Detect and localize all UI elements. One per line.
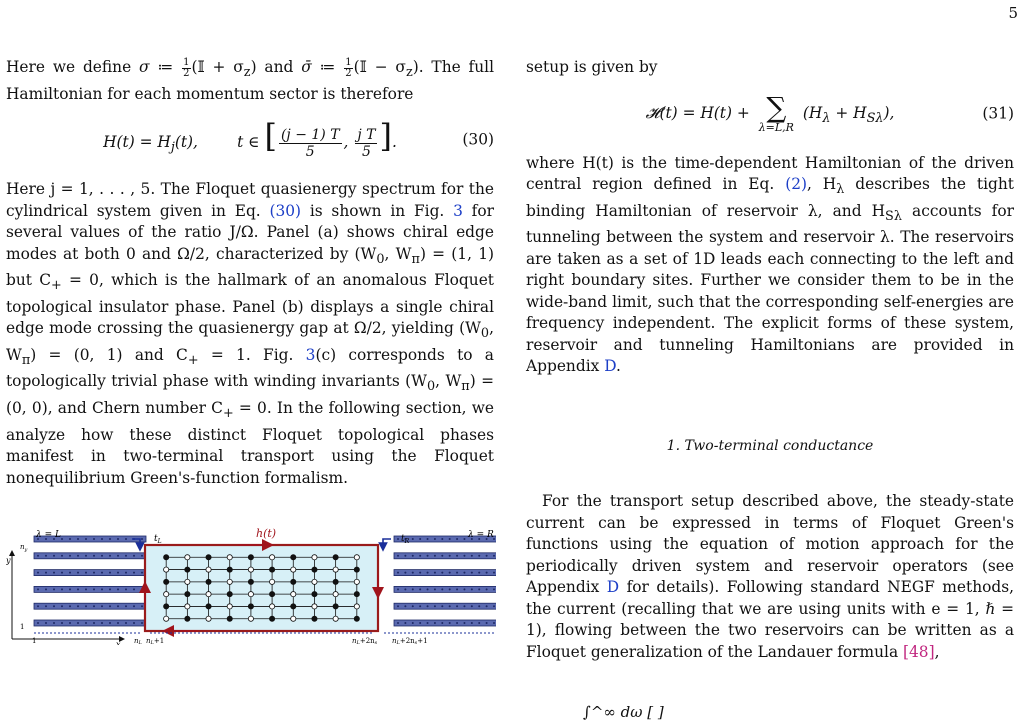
lead-site — [93, 605, 95, 607]
lead-site — [101, 605, 103, 607]
lead-site — [404, 572, 406, 574]
lattice-site — [354, 616, 359, 621]
lattice-site — [291, 567, 296, 572]
lead-site — [117, 605, 119, 607]
lead-site — [125, 572, 127, 574]
paragraph-setup-intro: setup is given by — [526, 58, 658, 76]
lead-site — [53, 572, 55, 574]
lead-site — [109, 622, 111, 624]
lead-site — [419, 622, 421, 624]
label-nL: nL — [134, 637, 142, 645]
lead-site — [419, 605, 421, 607]
lead-site — [493, 572, 495, 574]
ref-fig3[interactable]: 3 — [453, 201, 463, 220]
label-lambda-left: λ = L — [36, 530, 61, 540]
equation-number: (30) — [462, 130, 494, 149]
lead-site — [77, 538, 79, 540]
lead-site — [141, 588, 143, 590]
lattice-site — [227, 579, 232, 584]
lattice-site — [164, 592, 169, 597]
central-region — [145, 545, 378, 631]
lead-site — [117, 622, 119, 624]
lead-site — [434, 555, 436, 557]
lattice-site — [312, 616, 317, 621]
lead-site — [404, 605, 406, 607]
lead-site — [441, 622, 443, 624]
lead-site — [397, 588, 399, 590]
lead-site — [69, 622, 71, 624]
lead-site — [471, 588, 473, 590]
lead-site — [441, 572, 443, 574]
lead-site — [463, 555, 465, 557]
lattice-site — [269, 567, 274, 572]
lead-site — [93, 555, 95, 557]
right-leads — [394, 536, 496, 626]
lattice-site — [354, 579, 359, 584]
lead-site — [486, 622, 488, 624]
lattice-site — [185, 604, 190, 609]
lead-site — [419, 572, 421, 574]
lead-site — [449, 605, 451, 607]
lattice-site — [333, 567, 338, 572]
lead-site — [53, 622, 55, 624]
lead-site — [441, 605, 443, 607]
ref-fig3c[interactable]: 3 — [305, 345, 316, 364]
lattice-site — [227, 604, 232, 609]
lead-site — [61, 605, 63, 607]
lead-site — [427, 588, 429, 590]
lead-site — [109, 555, 111, 557]
lead-site — [471, 605, 473, 607]
lead-site — [412, 555, 414, 557]
page-number: 5 — [1008, 4, 1018, 22]
lead-site — [37, 605, 39, 607]
lattice-site — [185, 555, 190, 560]
lead-site — [117, 572, 119, 574]
label-tL: $t_L$ — [154, 534, 162, 545]
lattice-site — [206, 616, 211, 621]
lead-site — [478, 622, 480, 624]
lead-site — [53, 605, 55, 607]
lead-site — [456, 622, 458, 624]
ref-eq30[interactable]: (30) — [269, 201, 302, 220]
lattice-site — [164, 567, 169, 572]
lead-site — [434, 588, 436, 590]
right-lead — [394, 586, 496, 592]
lead-site — [69, 572, 71, 574]
lead-site — [37, 588, 39, 590]
label-one-x: 1 — [32, 637, 37, 645]
lead-site — [471, 622, 473, 624]
lead-site — [434, 605, 436, 607]
lead-site — [397, 572, 399, 574]
lead-site — [486, 588, 488, 590]
lattice-site — [248, 579, 253, 584]
left-lead — [34, 586, 146, 592]
lead-site — [133, 572, 135, 574]
left-leads — [34, 536, 146, 626]
lattice-site — [269, 616, 274, 621]
lattice-site — [206, 579, 211, 584]
label-ht: h(t) — [256, 527, 277, 540]
lattice-site — [291, 579, 296, 584]
lead-site — [45, 555, 47, 557]
lead-site — [69, 588, 71, 590]
lead-site — [441, 538, 443, 540]
lead-site — [486, 555, 488, 557]
lead-site — [45, 588, 47, 590]
lead-site — [125, 588, 127, 590]
lead-site — [427, 538, 429, 540]
lead-site — [456, 538, 458, 540]
label-tR: $t_R$ — [401, 534, 410, 545]
lead-site — [45, 622, 47, 624]
lattice-site — [312, 579, 317, 584]
paragraph-hamiltonian-description: where H(t) is the time-dependent Hamiltonian of the driven central region defined in Eq. (2), $H_\lambda$ describes the tight binding Hamiltonian of reservoir λ, and $H_{S\lambda}$ accounts for tunneling between the system and reservoir λ. The reservoirs are taken as a set of 1D leads each connecting to the left and right boundary sites. Further we consider them to be in the wide-band limit, such that the corresponding self-energies are frequency independent. The explicit forms of these system, reservoir and tunneling Hamiltonians are provided in Appendix D. — [526, 153, 1014, 376]
lead-site — [427, 622, 429, 624]
lead-site — [45, 572, 47, 574]
lattice-site — [312, 567, 317, 572]
lead-site — [125, 605, 127, 607]
lead-site — [397, 622, 399, 624]
equation-30: $H(t) = H_j(t)$, t ∈ [ $\frac{(j - 1) T}{5}$ , $\frac{\text{j T}}{5}$ ]. (30) — [103, 117, 494, 160]
lead-site — [412, 605, 414, 607]
lattice-site — [333, 616, 338, 621]
lead-site — [77, 622, 79, 624]
lead-site — [449, 538, 451, 540]
lead-site — [125, 555, 127, 557]
lead-site — [37, 555, 39, 557]
lattice-site — [227, 592, 232, 597]
lead-site — [61, 622, 63, 624]
lattice-site — [227, 616, 232, 621]
lead-site — [69, 555, 71, 557]
tunneling-arrow-right — [383, 539, 391, 547]
lead-site — [61, 572, 63, 574]
lead-site — [101, 538, 103, 540]
lead-site — [397, 605, 399, 607]
lead-site — [486, 605, 488, 607]
lattice-site — [312, 604, 317, 609]
lead-site — [61, 555, 63, 557]
lead-site — [141, 538, 143, 540]
lead-site — [85, 588, 87, 590]
left-lead — [34, 553, 146, 559]
lead-site — [45, 605, 47, 607]
lead-site — [117, 538, 119, 540]
lead-site — [427, 572, 429, 574]
lead-site — [93, 588, 95, 590]
right-lead — [394, 620, 496, 626]
lattice-site — [291, 555, 296, 560]
left-lead — [34, 570, 146, 576]
subsection-title: 1. Two-terminal conductance — [666, 437, 874, 454]
lead-site — [404, 622, 406, 624]
lead-site — [141, 572, 143, 574]
lead-site — [125, 622, 127, 624]
label-one-y: 1 — [20, 623, 25, 631]
lead-site — [412, 588, 414, 590]
lead-site — [37, 572, 39, 574]
lead-site — [434, 622, 436, 624]
lead-site — [463, 572, 465, 574]
lattice-site — [185, 592, 190, 597]
lead-site — [404, 588, 406, 590]
lead-site — [117, 588, 119, 590]
equation-31: 𝓗(t) = H(t) + ∑ λ=L,R $(H_\lambda + H_{S\lambda})$, (31) — [645, 90, 1014, 134]
left-lead — [34, 603, 146, 609]
paragraph-floquet-spectrum: Here j = 1, . . . , 5. The Floquet quasienergy spectrum for the cylindrical system given in Eq. (30) is shown in Fig. 3 for several values of the ratio J/Ω. Panel (a) shows chiral edge modes at both 0 and Ω/2, characterized by ($W_0$, $W_\pi) = (1$, 1) but $C_+ = 0$, which is the hallmark of an anomalous Floquet topological insulator phase. Panel (b) displays a single chiral edge mode crossing the quasienergy gap at Ω/2, yielding ($W_0$, $W_\pi) = (0$, 1) and $C_+ = 1$. Fig. 3(c) corresponds to a topologically trivial phase with winding invariants ($W_0$, $W_\pi) = (0$, 0), and Chern number $C_+ = 0$. In the following section, we analyze how these distinct Floquet topological phases manifest in two-terminal transport using the Floquet nonequilibrium Green's-function formalism. — [6, 180, 495, 487]
lead-site — [101, 622, 103, 624]
lead-site — [93, 572, 95, 574]
lead-site — [61, 538, 63, 540]
lead-site — [109, 588, 111, 590]
lead-site — [133, 588, 135, 590]
lattice-diagram — [6, 525, 496, 645]
lead-site — [478, 555, 480, 557]
lattice-site — [354, 592, 359, 597]
lead-site — [101, 555, 103, 557]
lattice-site — [312, 555, 317, 560]
lead-site — [53, 588, 55, 590]
lead-site — [463, 588, 465, 590]
lead-site — [101, 572, 103, 574]
lattice-site — [248, 616, 253, 621]
lattice-site — [248, 604, 253, 609]
lattice-site — [248, 592, 253, 597]
lead-site — [85, 605, 87, 607]
lattice-site — [206, 555, 211, 560]
lattice-site — [269, 579, 274, 584]
lattice-site — [206, 567, 211, 572]
lattice-figure — [6, 525, 496, 645]
lattice-site — [354, 604, 359, 609]
lead-site — [397, 538, 399, 540]
lead-site — [61, 588, 63, 590]
right-lead — [394, 603, 496, 609]
lattice-site — [206, 604, 211, 609]
left-column — [6, 57, 494, 489]
lattice-site — [291, 592, 296, 597]
lead-site — [133, 622, 135, 624]
paragraph-conductance: For the transport setup described above, the steady-state current can be expressed in terms of Floquet Green's functions using the equation of motion approach for the periodically driven system and reservoir operators (see Appendix D for details). Following standard NEGF methods, the current (recalling that we are using units with e = 1, ℏ = 1), flowing between the two reservoirs can be written as a Floquet generalization of the Landauer formula [48], — [526, 492, 1015, 661]
lead-site — [478, 588, 480, 590]
lattice-site — [333, 579, 338, 584]
label-y: y — [6, 556, 11, 565]
lattice-site — [291, 604, 296, 609]
lead-site — [109, 572, 111, 574]
lead-site — [412, 538, 414, 540]
label-nL2ns1: nL+2ns+1 — [392, 637, 428, 645]
lattice-site — [185, 579, 190, 584]
lead-site — [53, 555, 55, 557]
lattice-site — [333, 604, 338, 609]
lead-site — [117, 555, 119, 557]
lattice-site — [185, 567, 190, 572]
lead-site — [449, 572, 451, 574]
lead-site — [441, 588, 443, 590]
lattice-site — [164, 616, 169, 621]
equation-number: (31) — [982, 103, 1014, 122]
lattice-site — [354, 555, 359, 560]
lead-site — [419, 538, 421, 540]
lead-site — [85, 555, 87, 557]
lattice-site — [164, 604, 169, 609]
lead-site — [133, 605, 135, 607]
lead-site — [404, 555, 406, 557]
lead-site — [456, 572, 458, 574]
lead-site — [427, 555, 429, 557]
lead-site — [419, 555, 421, 557]
lead-site — [471, 572, 473, 574]
lead-site — [37, 622, 39, 624]
lead-site — [141, 555, 143, 557]
lattice-site — [291, 616, 296, 621]
paragraph-definitions: Here we define σ ≔ $\frac{1}{2}$ (𝕀 + $\sigma_z$) and σ̄ ≔ $\frac{1}{2}$ (𝕀 − $\sigma_z$). The full Hamiltonian for each momentum sector is therefore — [6, 56, 495, 103]
right-column — [526, 57, 1014, 663]
lead-site — [77, 555, 79, 557]
lead-site — [471, 555, 473, 557]
right-lead — [394, 570, 496, 576]
lead-site — [85, 622, 87, 624]
lead-site — [101, 588, 103, 590]
lead-site — [412, 572, 414, 574]
lead-site — [77, 588, 79, 590]
lattice-site — [269, 604, 274, 609]
lead-site — [427, 605, 429, 607]
lattice-site — [333, 555, 338, 560]
lattice-site — [227, 555, 232, 560]
lead-site — [93, 538, 95, 540]
lead-site — [77, 605, 79, 607]
lattice-site — [206, 592, 211, 597]
lead-site — [141, 622, 143, 624]
label-x: x — [116, 640, 121, 645]
lead-site — [77, 572, 79, 574]
lattice-site — [333, 592, 338, 597]
lead-site — [397, 555, 399, 557]
ref-48[interactable]: [48] — [903, 642, 935, 661]
lead-site — [456, 605, 458, 607]
lead-site — [486, 572, 488, 574]
lead-site — [133, 555, 135, 557]
lead-site — [125, 538, 127, 540]
lattice-site — [185, 616, 190, 621]
lead-site — [434, 572, 436, 574]
lead-site — [463, 605, 465, 607]
label-lambda-right: λ = R — [468, 530, 494, 540]
lead-site — [449, 555, 451, 557]
lead-site — [456, 555, 458, 557]
lattice-site — [248, 567, 253, 572]
lattice-site — [164, 579, 169, 584]
lattice-site — [312, 592, 317, 597]
lead-site — [493, 555, 495, 557]
right-lead — [394, 553, 496, 559]
lead-site — [69, 538, 71, 540]
left-lead — [34, 620, 146, 626]
lead-site — [478, 572, 480, 574]
lattice-site — [269, 592, 274, 597]
bottom-equation-fragment: ∫^∞ dω [ ] — [583, 703, 664, 721]
label-nL2ns: nL+2ns — [352, 637, 378, 645]
lead-site — [449, 622, 451, 624]
ref-eq2[interactable]: (2) — [785, 175, 807, 193]
lead-site — [449, 588, 451, 590]
lead-site — [93, 622, 95, 624]
lattice-site — [354, 567, 359, 572]
lead-site — [109, 605, 111, 607]
lead-site — [478, 605, 480, 607]
lead-site — [493, 605, 495, 607]
lead-site — [463, 538, 465, 540]
ref-appendix-d[interactable]: D — [604, 357, 616, 376]
label-nL1: nL+1 — [146, 637, 165, 645]
lead-site — [434, 538, 436, 540]
lead-site — [456, 588, 458, 590]
lattice-site — [227, 567, 232, 572]
lattice-site — [248, 555, 253, 560]
lead-site — [493, 622, 495, 624]
ref-appendix-d-2[interactable]: D — [606, 578, 620, 597]
lead-site — [141, 605, 143, 607]
lead-site — [412, 622, 414, 624]
lattice-site — [164, 555, 169, 560]
lead-site — [419, 588, 421, 590]
lattice-site — [269, 555, 274, 560]
label-ny: $n_y$ — [20, 543, 28, 553]
lead-site — [493, 588, 495, 590]
lead-site — [85, 572, 87, 574]
lead-site — [69, 605, 71, 607]
lead-site — [85, 538, 87, 540]
lead-site — [463, 622, 465, 624]
lead-site — [441, 555, 443, 557]
lead-site — [109, 538, 111, 540]
